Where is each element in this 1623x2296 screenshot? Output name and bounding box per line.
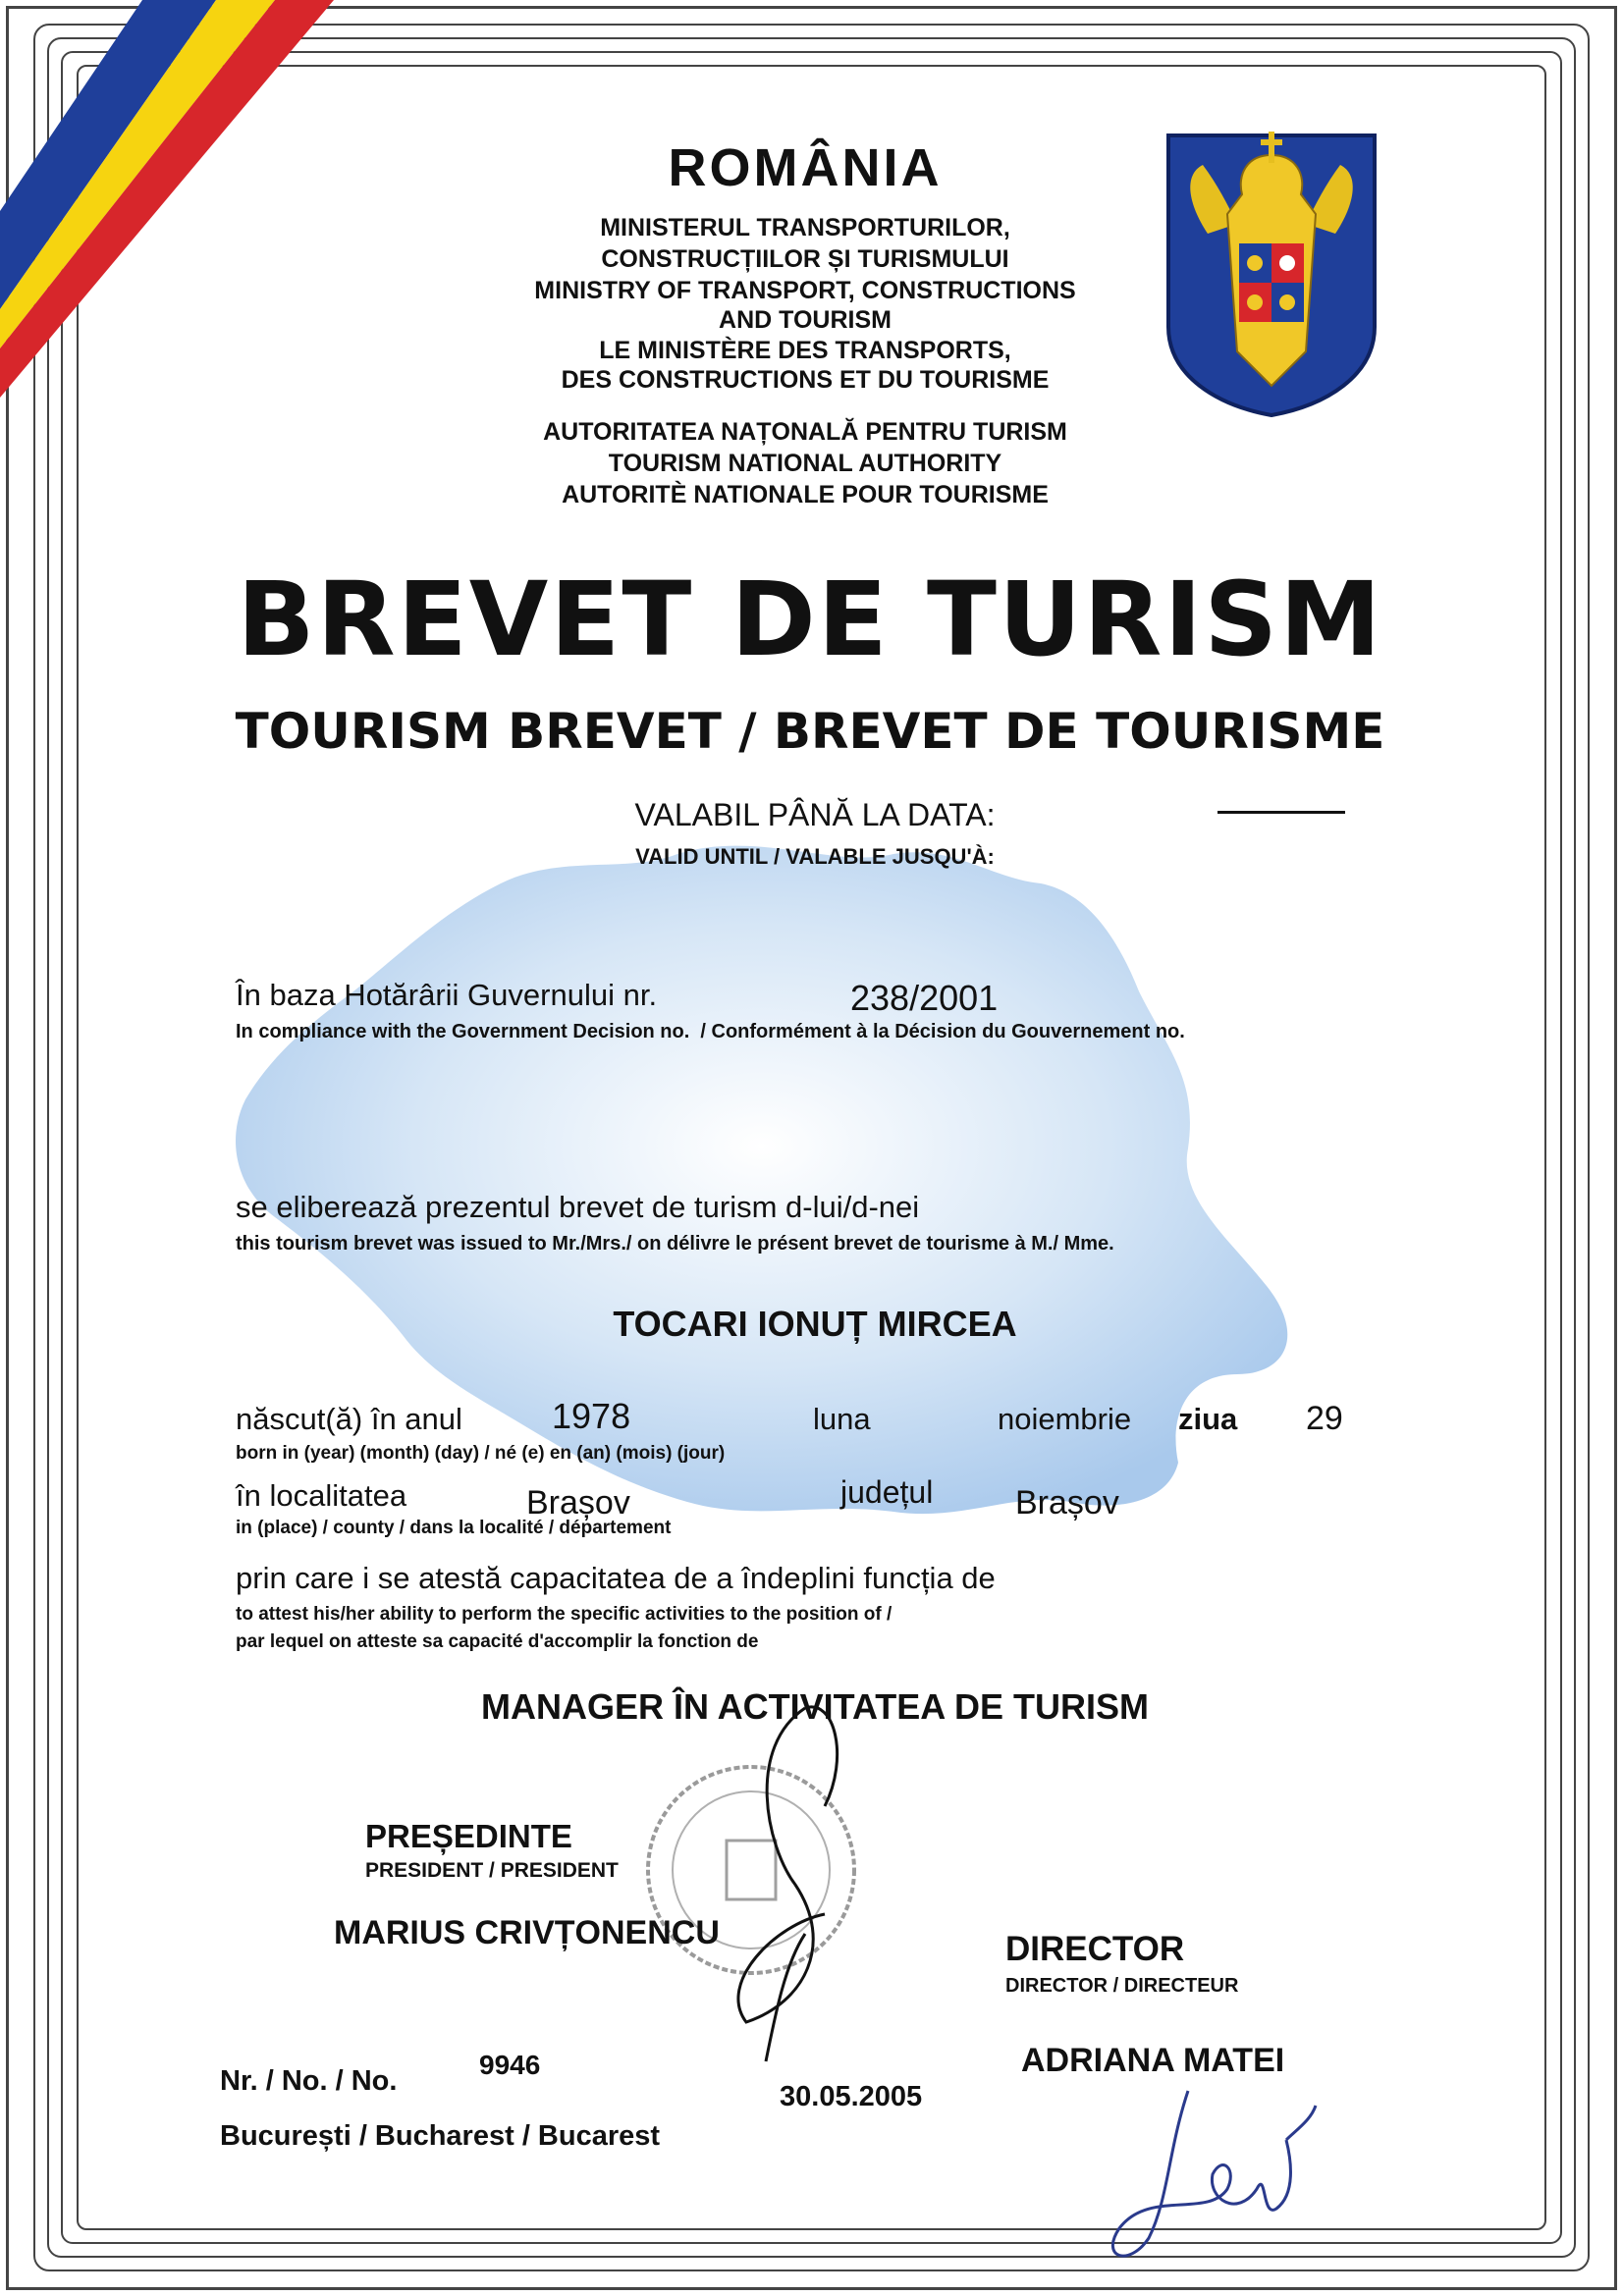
director-name: ADRIANA MATEI [1021, 2042, 1285, 2079]
issued-label-en-fr: this tourism brevet was issued to Mr./Mrs./ on délivre le présent brevet de tourisme à M./ Mme. [236, 1233, 1114, 1255]
president-name: MARIUS CRIVȚONENCU [334, 1914, 720, 1951]
brevet-title: BREVET DE TURISM [237, 560, 1383, 679]
validity-label-ro: VALABIL PÂNĂ LA DATA: [634, 797, 996, 832]
president-title-ro: PREȘEDINTE [365, 1818, 572, 1854]
president-signature [687, 1688, 884, 2101]
county-label: județul [840, 1474, 934, 1510]
issued-label-ro: se eliberează prezentul brevet de turism d-lui/d-nei [236, 1190, 920, 1224]
country-name: ROMÂNIA [668, 138, 943, 197]
born-label-en-fr: born in (year) (month) (day) / né (e) en (an) (mois) (jour) [236, 1443, 726, 1464]
function-label-en: to attest his/her ability to perform the specific activities to the position of / [236, 1604, 893, 1625]
birth-county: Brașov [1015, 1484, 1119, 1522]
issue-city: București / Bucharest / Bucarest [220, 2120, 661, 2152]
holder-name: TOCARI IONUȚ MIRCEA [613, 1304, 1017, 1344]
issue-date: 30.05.2005 [780, 2081, 923, 2112]
director-title-en-fr: DIRECTOR / DIRECTEUR [1005, 1975, 1239, 1997]
director-signature [1090, 2071, 1345, 2287]
function-label-ro: prin care i se atestă capacitatea de a îndeplini funcția de [236, 1561, 996, 1595]
coat-of-arms-icon [1159, 126, 1384, 420]
birth-month: noiembrie [998, 1402, 1132, 1436]
authority-en: TOURISM NATIONAL AUTHORITY [608, 450, 1002, 477]
president-title-en-fr: PRESIDENT / PRESIDENT [365, 1859, 619, 1882]
ministry-ro-2: CONSTRUCȚIILOR ȘI TURISMULUI [601, 245, 1009, 273]
ministry-en-1: MINISTRY OF TRANSPORT, CONSTRUCTIONS [534, 277, 1076, 304]
brevet-subtitle: TOURISM BREVET / BREVET DE TOURISME [235, 703, 1385, 760]
place-label: în localitatea [236, 1478, 407, 1513]
ministry-fr-1: LE MINISTÈRE DES TRANSPORTS, [599, 337, 1011, 364]
document-number: 9946 [479, 2050, 541, 2080]
birth-day: 29 [1306, 1400, 1343, 1437]
validity-blank-line [1217, 811, 1345, 814]
decision-label-en-fr: In compliance with the Government Decision no. / Conformément à la Décision du Gouvernement no. [236, 1021, 1185, 1042]
authority-ro: AUTORITATEA NAȚONALĂ PENTRU TURISM [543, 418, 1067, 446]
decision-label-ro: În baza Hotărârii Guvernului nr. [236, 978, 658, 1012]
number-label: Nr. / No. / No. [220, 2065, 398, 2097]
function-label-fr: par lequel on atteste sa capacité d'accomplir la fonction de [236, 1631, 759, 1652]
decision-number: 238/2001 [850, 978, 999, 1018]
born-label: născut(ă) în anul [236, 1402, 462, 1436]
flag-ribbon [0, 0, 471, 412]
birth-place: Brașov [526, 1484, 630, 1522]
birth-year: 1978 [552, 1396, 631, 1436]
function-position: MANAGER ÎN ACTIVITATEA DE TURISM [481, 1686, 1149, 1727]
place-label-en-fr: in (place) / county / dans la localité / département [236, 1518, 672, 1538]
month-label: luna [813, 1402, 871, 1436]
day-label: ziua [1178, 1402, 1238, 1436]
authority-fr: AUTORITÈ NATIONALE POUR TOURISME [562, 481, 1049, 508]
director-title: DIRECTOR [1005, 1930, 1185, 1968]
ministry-fr-2: DES CONSTRUCTIONS ET DU TOURISME [561, 366, 1050, 394]
ministry-ro-1: MINISTERUL TRANSPORTURILOR, [600, 214, 1010, 241]
validity-label-en-fr: VALID UNTIL / VALABLE JUSQU'À: [635, 844, 995, 869]
romania-map-watermark [206, 825, 1345, 1551]
ministry-en-2: AND TOURISM [719, 306, 892, 334]
